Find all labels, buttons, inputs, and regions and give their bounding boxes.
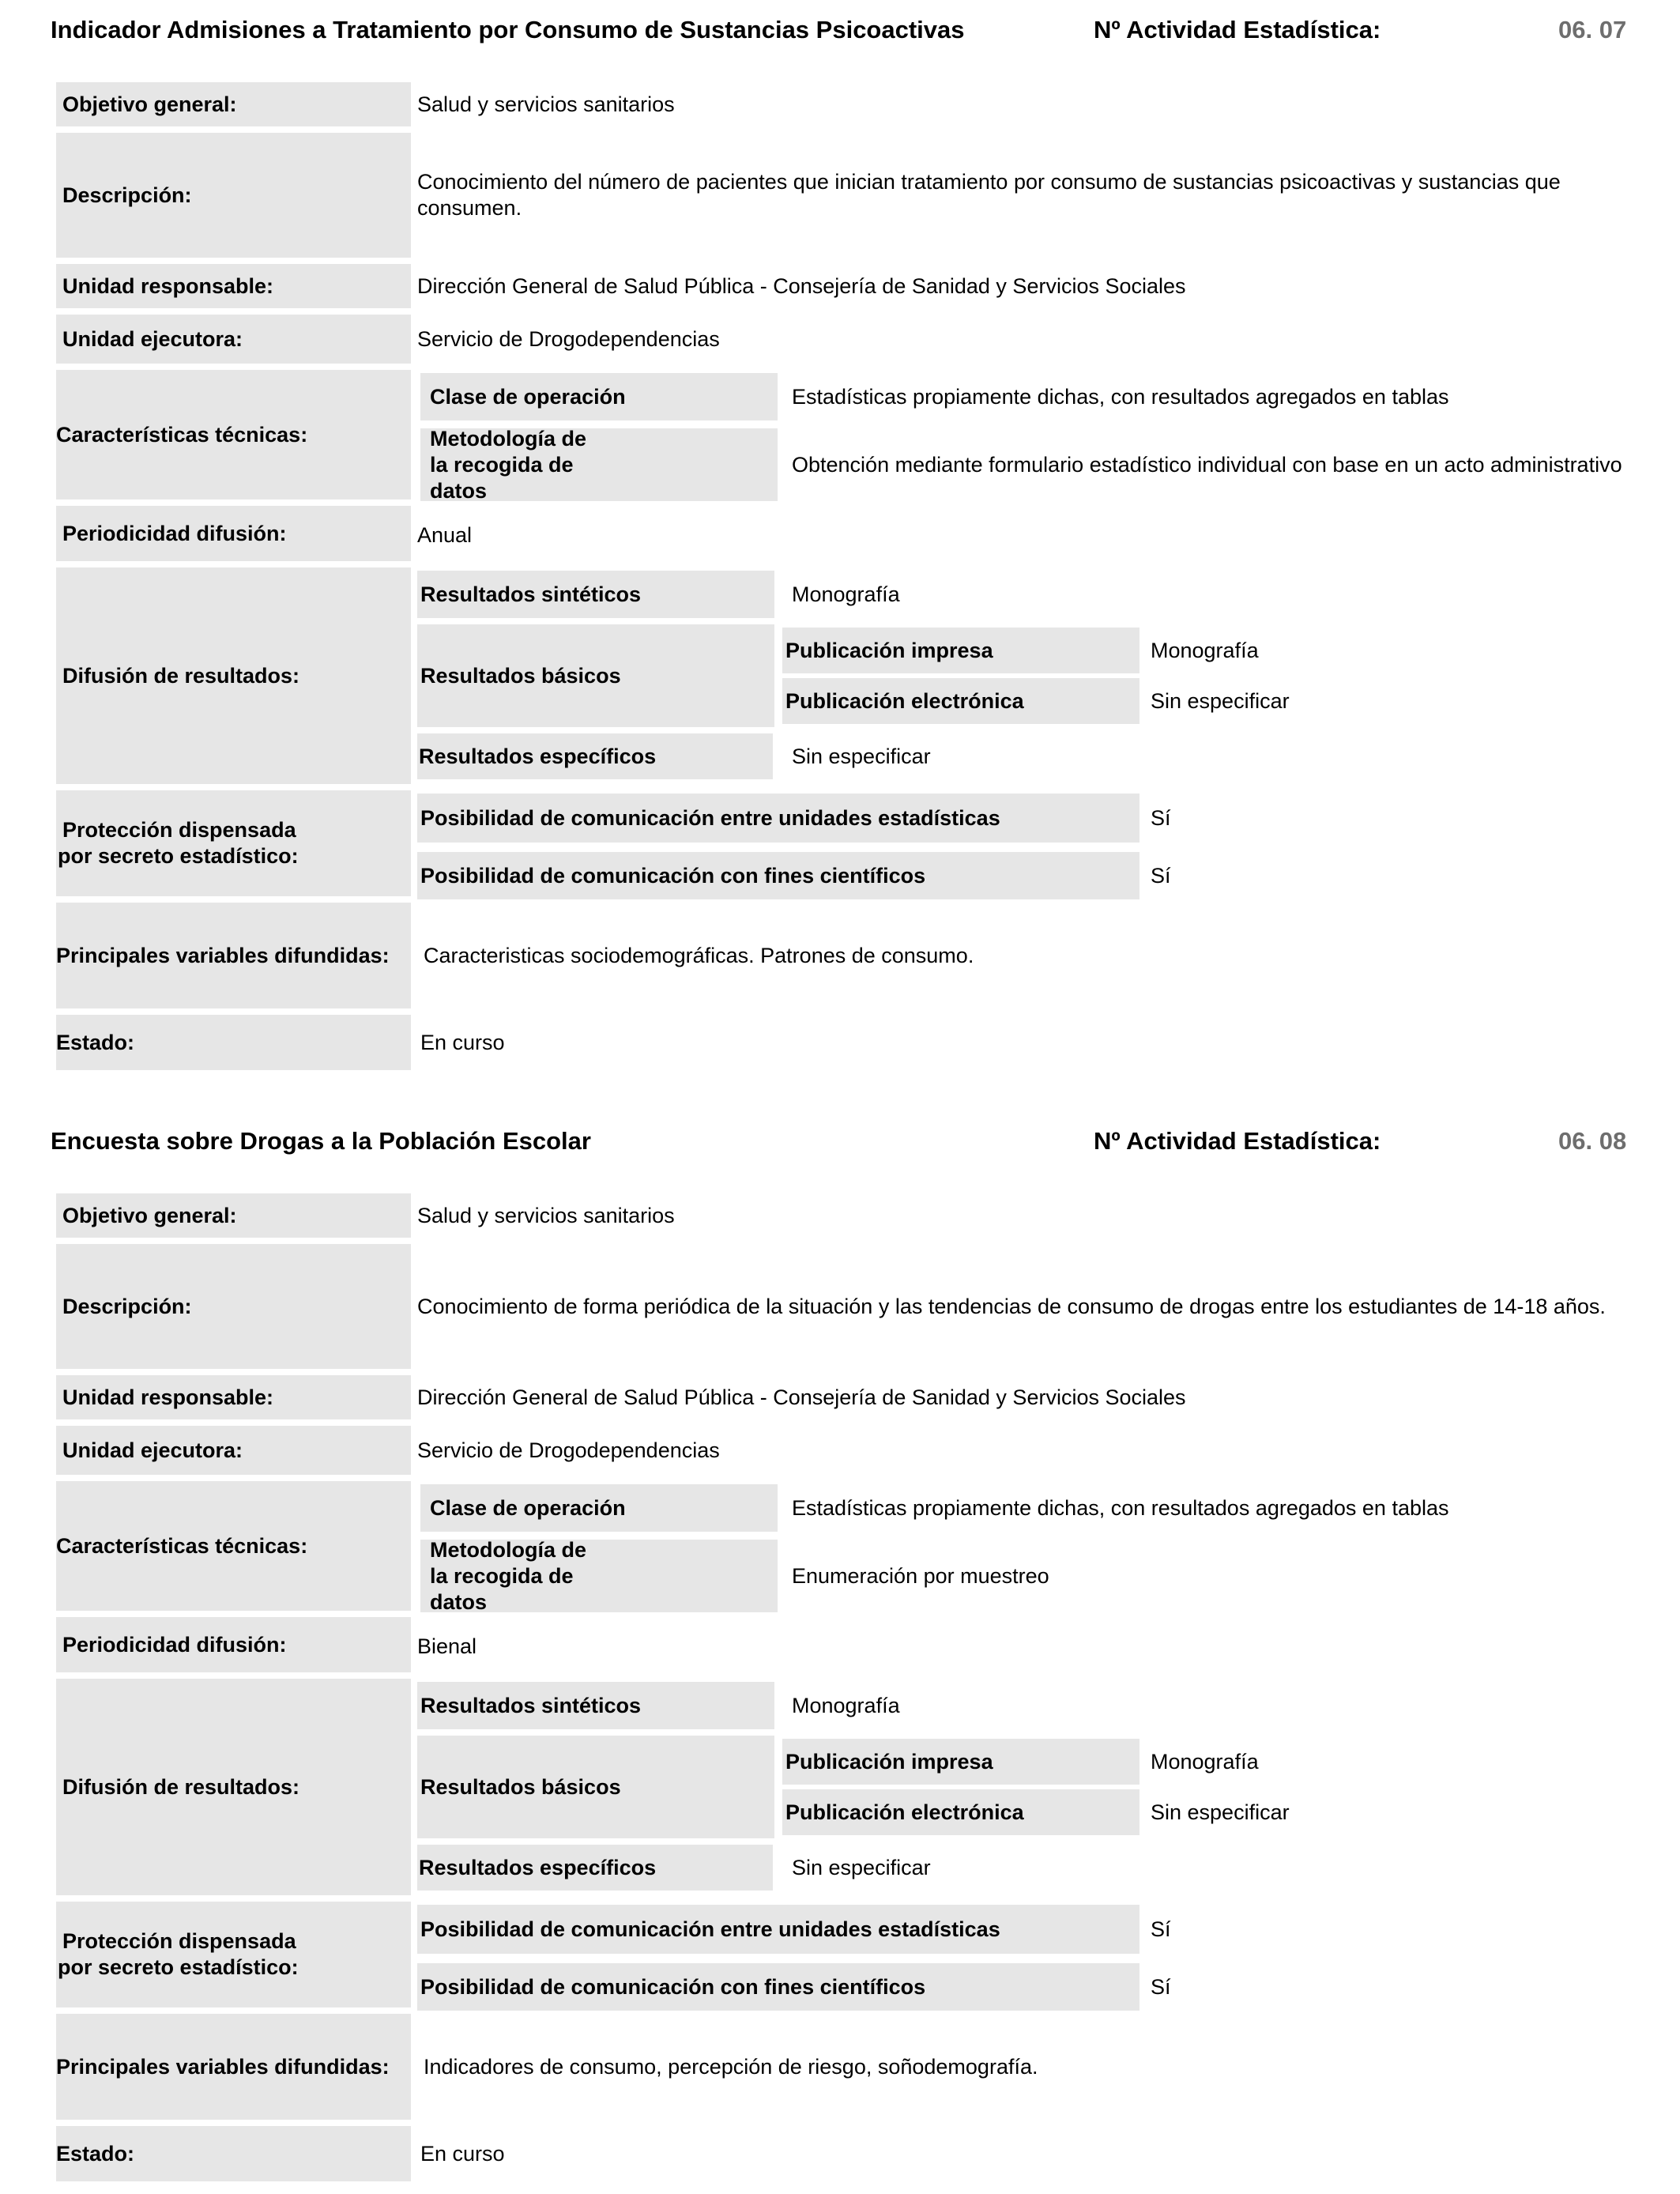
variables-label: Principales variables difundidas: (56, 2014, 411, 2120)
clase-operacion-value: Estadísticas propiamente dichas, con resultados agregados en tablas (792, 384, 1449, 409)
activity-number-value: 06. 08 (1558, 1127, 1627, 1155)
estado-value: En curso (420, 2141, 505, 2166)
caracteristicas-label: Características técnicas: (56, 370, 411, 499)
proteccion-label: Protección dispensada por secreto estadístico: (56, 1902, 411, 2007)
publicacion-electronica-value: Sin especificar (1151, 1800, 1290, 1824)
resultados-especificos-label: Resultados específicos (417, 733, 773, 779)
descripcion-label: Descripción: (56, 133, 411, 258)
metodologia-value: Obtención mediante formulario estadístico individual con base en un acto administrativo (792, 452, 1622, 477)
variables-value: Indicadores de consumo, percepción de riesgo, soñodemografía. (424, 2054, 1038, 2079)
section-title: Encuesta sobre Drogas a la Población Escolar (51, 1127, 591, 1155)
unidad-ejecutora-value: Servicio de Drogodependencias (417, 1438, 720, 1462)
unidad-responsable-label: Unidad responsable: (56, 264, 411, 308)
resultados-sinteticos-label: Resultados sintéticos (417, 571, 774, 618)
estado-value: En curso (420, 1030, 505, 1054)
unidad-responsable-value: Dirección General de Salud Pública - Consejería de Sanidad y Servicios Sociales (417, 1385, 1186, 1409)
descripcion-label: Descripción: (56, 1244, 411, 1369)
publicacion-electronica-value: Sin especificar (1151, 688, 1290, 713)
comunicacion-cientificos-label: Posibilidad de comunicación con fines científicos (417, 1963, 1139, 2011)
periodicidad-value: Bienal (417, 1634, 477, 1658)
descripcion-value: Conocimiento de forma periódica de la situación y las tendencias de consumo de drogas entre los estudiantes de 14-18 años. (417, 1294, 1606, 1318)
publicacion-electronica-label: Publicación electrónica (782, 1789, 1139, 1835)
comunicacion-cientificos-value: Sí (1151, 1974, 1171, 1999)
estado-label: Estado: (56, 2126, 411, 2181)
publicacion-impresa-label: Publicación impresa (782, 1739, 1139, 1785)
objetivo-label: Objetivo general: (56, 1193, 411, 1238)
metodologia-value: Enumeración por muestreo (792, 1563, 1049, 1588)
clase-operacion-value: Estadísticas propiamente dichas, con resultados agregados en tablas (792, 1495, 1449, 1520)
variables-label: Principales variables difundidas: (56, 903, 411, 1008)
comunicacion-unidades-label: Posibilidad de comunicación entre unidades estadísticas (417, 1905, 1139, 1954)
comunicacion-cientificos-label: Posibilidad de comunicación con fines científicos (417, 852, 1139, 899)
activity-number-label: Nº Actividad Estadística: (1094, 1127, 1381, 1155)
unidad-ejecutora-value: Servicio de Drogodependencias (417, 326, 720, 351)
clase-operacion-label: Clase de operación (420, 1484, 778, 1532)
periodicidad-value: Anual (417, 522, 473, 547)
objetivo-value: Salud y servicios sanitarios (417, 1203, 675, 1227)
resultados-sinteticos-value: Monografía (792, 1693, 900, 1717)
section-title: Indicador Admisiones a Tratamiento por Consumo de Sustancias Psicoactivas (51, 16, 965, 43)
unidad-responsable-label: Unidad responsable: (56, 1375, 411, 1419)
difusion-label: Difusión de resultados: (56, 1679, 411, 1895)
unidad-responsable-value: Dirección General de Salud Pública - Consejería de Sanidad y Servicios Sociales (417, 273, 1186, 298)
descripcion-value: Conocimiento del número de pacientes que inician tratamiento por consumo de sustancias psicoactivas y sustancias que consumen. (417, 170, 1561, 220)
periodicidad-label: Periodicidad difusión: (56, 1617, 411, 1672)
difusion-label: Difusión de resultados: (56, 567, 411, 784)
resultados-sinteticos-label: Resultados sintéticos (417, 1682, 774, 1729)
unidad-ejecutora-label: Unidad ejecutora: (56, 315, 411, 364)
comunicacion-unidades-value: Sí (1151, 1917, 1171, 1941)
comunicacion-unidades-label: Posibilidad de comunicación entre unidades estadísticas (417, 794, 1139, 843)
metodologia-label: Metodología de la recogida de datos (420, 1540, 778, 1612)
estado-label: Estado: (56, 1015, 411, 1070)
publicacion-impresa-value: Monografía (1151, 1749, 1259, 1774)
resultados-basicos-label: Resultados básicos (417, 624, 774, 727)
activity-number-label: Nº Actividad Estadística: (1094, 16, 1381, 43)
resultados-basicos-label: Resultados básicos (417, 1736, 774, 1838)
variables-value: Caracteristicas sociodemográficas. Patrones de consumo. (424, 943, 974, 967)
resultados-especificos-value: Sin especificar (792, 1855, 931, 1879)
resultados-especificos-value: Sin especificar (792, 744, 931, 768)
publicacion-impresa-value: Monografía (1151, 638, 1259, 662)
activity-number-value: 06. 07 (1558, 16, 1627, 43)
clase-operacion-label: Clase de operación (420, 373, 778, 420)
publicacion-impresa-label: Publicación impresa (782, 628, 1139, 673)
objetivo-value: Salud y servicios sanitarios (417, 92, 675, 116)
caracteristicas-label: Características técnicas: (56, 1481, 411, 1611)
publicacion-electronica-label: Publicación electrónica (782, 678, 1139, 724)
comunicacion-cientificos-value: Sí (1151, 863, 1171, 888)
resultados-especificos-label: Resultados específicos (417, 1845, 773, 1891)
section-activity-0608 (0, 1111, 1680, 2194)
objetivo-label: Objetivo general: (56, 82, 411, 126)
metodologia-label: Metodología de la recogida de datos (420, 428, 778, 501)
proteccion-label: Protección dispensada por secreto estadístico: (56, 790, 411, 896)
resultados-sinteticos-value: Monografía (792, 582, 900, 606)
comunicacion-unidades-value: Sí (1151, 805, 1171, 830)
periodicidad-label: Periodicidad difusión: (56, 506, 411, 561)
unidad-ejecutora-label: Unidad ejecutora: (56, 1426, 411, 1475)
